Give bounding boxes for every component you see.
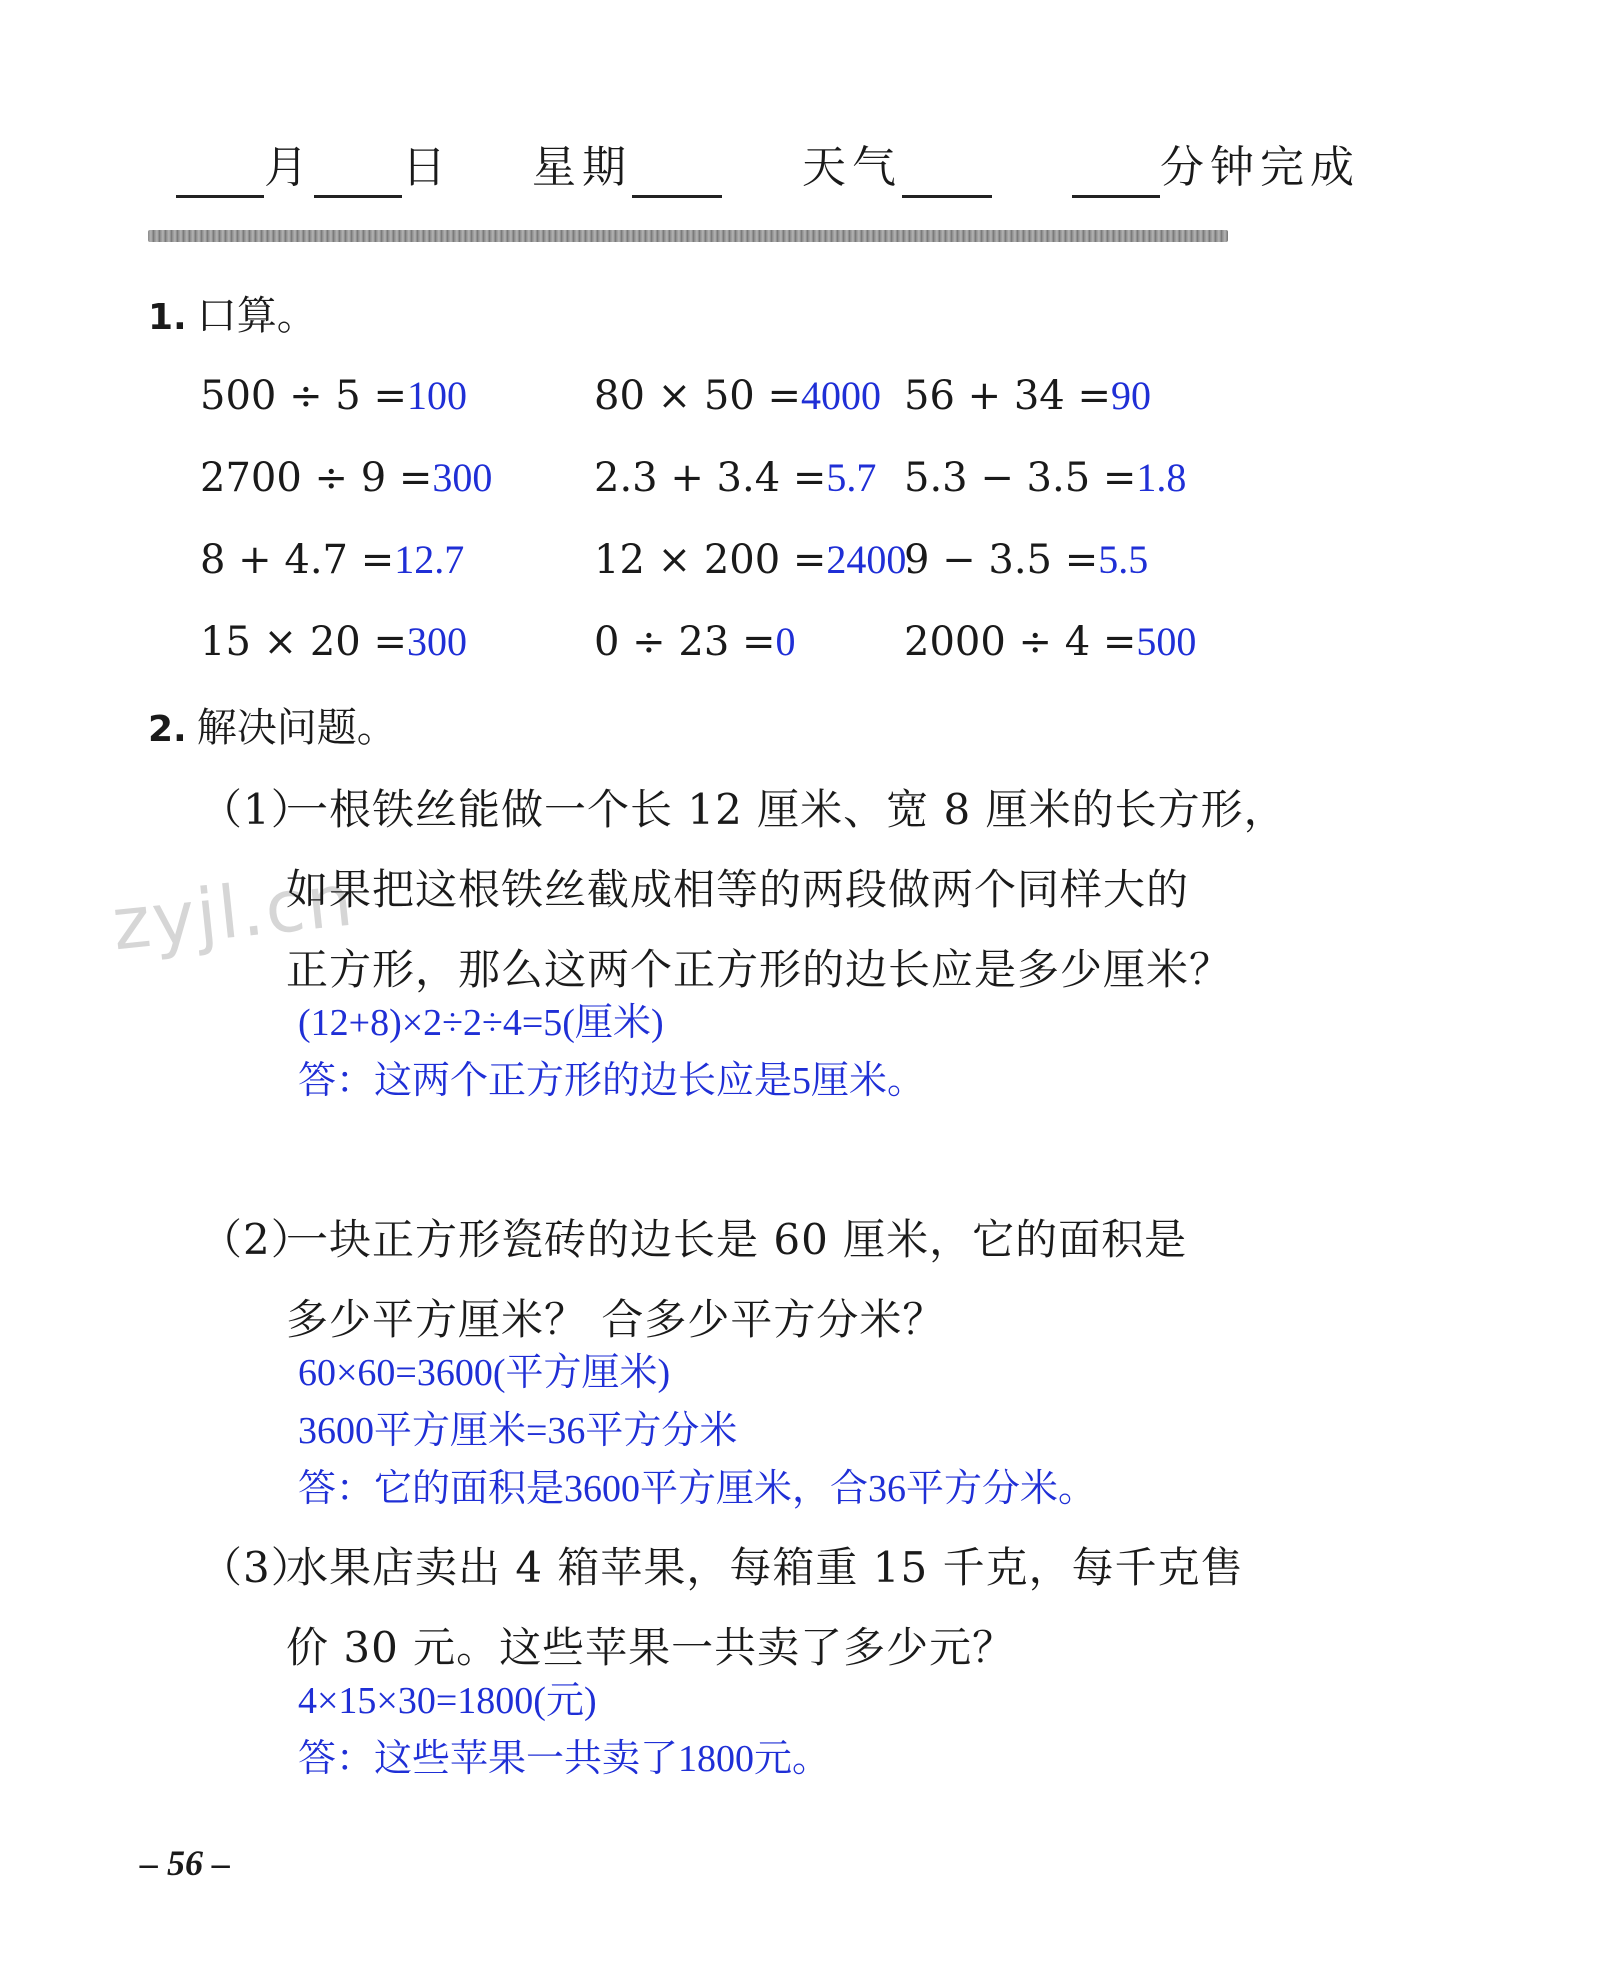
problem-1-line-3: 正方形，那么这两个正方形的边长应是多少厘米？ [286, 945, 1233, 994]
page-number: – 56 – [140, 1843, 230, 1883]
calc-answer: 5.7 [826, 455, 877, 500]
problem-1-line-2: 如果把这根铁丝截成相等的两段做两个同样大的 [286, 865, 1190, 914]
weather-label: 天气 [802, 142, 902, 193]
problem-1-line-1: 一根铁丝能做一个长 12 厘米、宽 8 厘米的长方形， [286, 785, 1287, 834]
calc-item [904, 450, 1186, 506]
problem-3-line-1: 水果店卖出 4 箱苹果，每箱重 15 千克，每千克售 [286, 1543, 1244, 1592]
calc-expression: 12 × 200 = [594, 537, 827, 583]
calc-item [904, 368, 1151, 424]
calc-expression: 80 × 50 = [594, 373, 801, 419]
calc-expression: 15 × 20 = [200, 619, 407, 665]
problem-3-equation: 4×15×30=1800(元) [298, 1680, 597, 1722]
section-1-heading [148, 288, 317, 346]
calc-item [200, 450, 492, 506]
header-divider [148, 230, 1228, 242]
calc-expression: 2700 ÷ 9 = [200, 455, 433, 501]
calc-item [200, 532, 464, 588]
minutes-label: 分钟完成 [1160, 142, 1360, 193]
header-date-line [176, 138, 1360, 198]
calc-item [594, 614, 796, 670]
calc-expression: 0 ÷ 23 = [594, 619, 776, 665]
calc-item [594, 368, 881, 424]
calc-expression: 56 + 34 = [904, 373, 1111, 419]
calc-answer: 300 [406, 619, 467, 664]
calc-answer: 5.5 [1098, 537, 1149, 582]
calc-answer: 2400 [826, 537, 907, 582]
calc-answer: 12.7 [394, 537, 465, 582]
calc-answer: 500 [1136, 619, 1197, 664]
problem-2-answer: 答：它的面积是3600平方厘米，合36平方分米。 [298, 1468, 1097, 1510]
month-label: 月 [264, 142, 314, 193]
problem-1-answer: 答：这两个正方形的边长应是5厘米。 [298, 1060, 926, 1102]
problem-3-label: （3） [200, 1543, 314, 1592]
problem-1-equation: (12+8)×2÷2÷4=5(厘米) [298, 1002, 664, 1044]
problem-2-line-1: 一块正方形瓷砖的边长是 60 厘米，它的面积是 [286, 1215, 1188, 1264]
problem-2-line-2: 多少平方厘米？ 合多少平方分米？ [286, 1295, 946, 1344]
problem-2-conversion: 3600平方厘米=36平方分米 [298, 1410, 738, 1452]
month-blank [176, 147, 264, 198]
calc-expression: 5.3 − 3.5 = [904, 455, 1137, 501]
calc-answer: 100 [406, 373, 467, 418]
calc-expression: 2.3 + 3.4 = [594, 455, 827, 501]
day-label: 日 [402, 142, 452, 193]
calc-answer: 300 [432, 455, 493, 500]
problem-1-label: （1） [200, 785, 314, 834]
calc-item [904, 532, 1148, 588]
calc-expression: 8 + 4.7 = [200, 537, 395, 583]
section-1-number: 1. [148, 297, 187, 338]
problem-3-answer: 答：这些苹果一共卖了1800元。 [298, 1738, 831, 1780]
weather-blank [902, 147, 992, 198]
problem-2-label: （2） [200, 1215, 314, 1264]
calc-item [904, 614, 1196, 670]
calc-answer: 4000 [800, 373, 881, 418]
minutes-blank [1072, 147, 1160, 198]
problem-2-equation: 60×60=3600(平方厘米) [298, 1352, 671, 1394]
weekday-blank [632, 147, 722, 198]
calc-answer: 1.8 [1136, 455, 1187, 500]
section-2-heading [148, 700, 397, 758]
calc-answer: 0 [775, 619, 796, 664]
section-2-number: 2. [148, 709, 187, 750]
calc-expression: 2000 ÷ 4 = [904, 619, 1137, 665]
calc-answer: 90 [1110, 373, 1151, 418]
problem-3-line-2: 价 30 元。这些苹果一共卖了多少元？ [286, 1623, 1016, 1672]
watermark: zyjl.cn [108, 857, 359, 967]
section-1-title: 口算。 [196, 293, 317, 339]
section-2-title: 解决问题。 [196, 705, 397, 751]
calc-expression: 500 ÷ 5 = [200, 373, 407, 419]
calc-item [594, 450, 876, 506]
weekday-label: 星期 [532, 142, 632, 193]
calc-item [200, 368, 467, 424]
calc-item [594, 532, 906, 588]
day-blank [314, 147, 402, 198]
calc-expression: 9 − 3.5 = [904, 537, 1099, 583]
calc-item [200, 614, 467, 670]
